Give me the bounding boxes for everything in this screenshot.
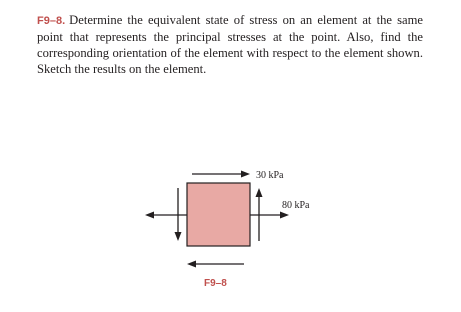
normal-stress-label: 80 kPa: [282, 200, 310, 211]
problem-text: Determine the equivalent state of stress on an element at the same point that represents the principal stresses at the point. Also, find the corresponding orientation of the element with respect to the element shown. Sketch the results on the element.: [37, 13, 423, 76]
top-shear-arrow: [192, 171, 250, 178]
shear-stress-label: 30 kPa: [256, 170, 284, 181]
bottom-shear-arrow: [187, 261, 244, 268]
stress-element: [187, 183, 250, 246]
right-normal-arrow: [250, 212, 289, 219]
left-normal-arrow: [145, 212, 187, 219]
problem-number: F9–8.: [37, 15, 66, 27]
figure-caption: F9–8: [204, 278, 227, 289]
